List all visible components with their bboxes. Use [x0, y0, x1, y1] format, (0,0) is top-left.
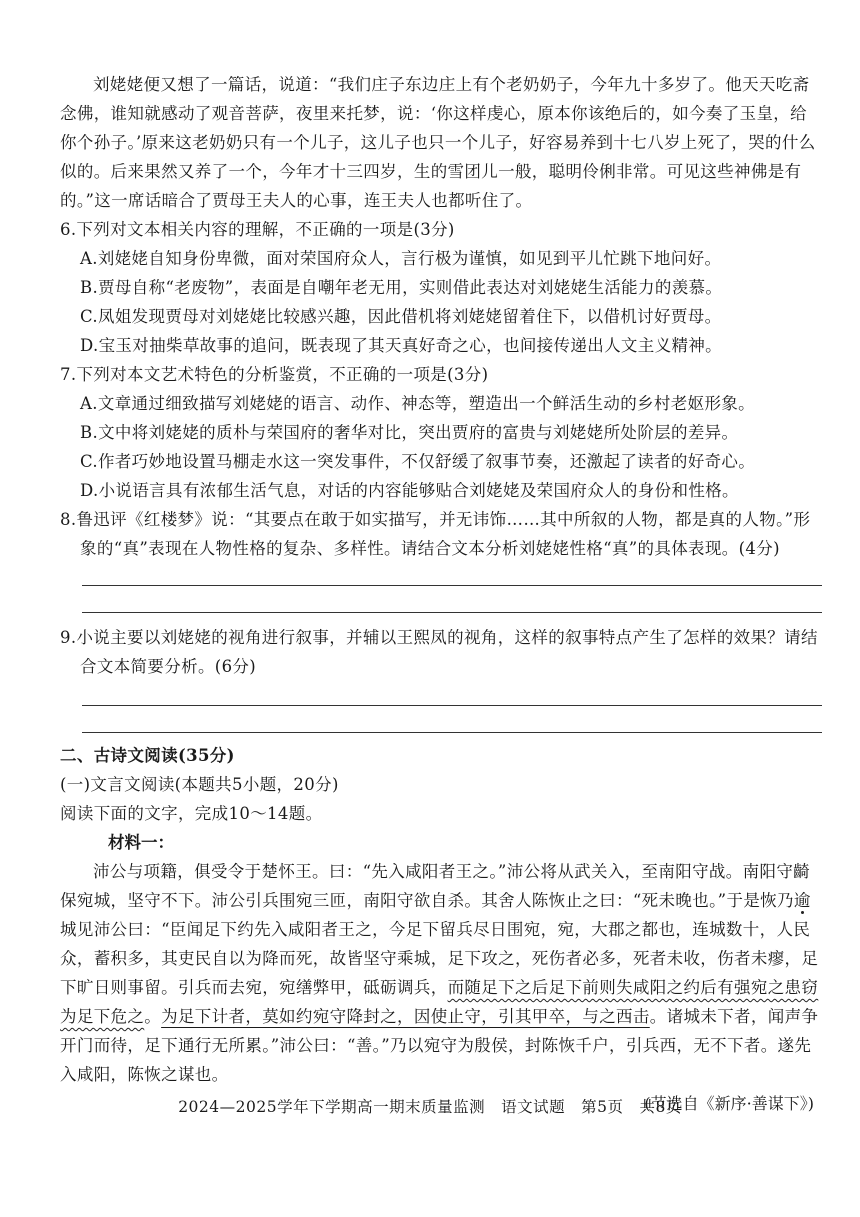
question-6-option-d: D.宝玉对抽柴草故事的追问，既表现了其天真好奇之心，也间接传递出人文主义精神。 [80, 336, 723, 355]
subsection-title: (一)文言文阅读(本题共5小题，20分) [60, 775, 339, 794]
question-6-stem: 6.下列对文本相关内容的理解，不正确的一项是(3分) [60, 220, 455, 239]
passage-text: 沛公与项籍，俱受令于楚怀王。曰：“先入咸阳者王之。”沛公将从武关入，至南阳守战。南阳守齮保宛城，坚守不下。沛公引兵围宛三匝，南阳守欲自杀。其舍人陈恢止之曰：“死未晚也。”于是恢乃 [60, 862, 811, 910]
question-7 [60, 360, 822, 505]
question-7-option-a: A.文章通过细致描写刘姥姥的语言、动作、神态等，塑造出一个鲜活生动的乡村老妪形象。 [80, 394, 756, 413]
material-label: 材料一： [108, 833, 174, 852]
emphasis-dot-char: 逾 [793, 891, 811, 910]
question-8 [60, 505, 822, 613]
question-7-option-b: B.文中将刘姥姥的质朴与荣国府的奢华对比，突出贾府的富贵与刘姥姥所处阶层的差异。 [80, 423, 739, 442]
passage-text: 城见沛公曰：“臣闻足下约先入咸阳者王之，今足下留兵尽日围宛，宛，大郡之都也，连城数十，人民众，蓄积多，其吏民自以为降而死，故皆坚守乘城，足下攻之，死伤者必多，死者未收，伤者未瘳，足下旷日则事留。引兵而去宛，宛缮弊甲，砥砺调兵， [60, 920, 819, 997]
underlined-sentence: 为足下计者，莫如约宛守降封之，因使止守，引其甲卒，与之西击 [161, 1007, 650, 1026]
section-title: 二、古诗文阅读(35分) [60, 746, 235, 765]
reading-instruction: 阅读下面的文字，完成10～14题。 [60, 804, 323, 823]
question-6-option-b: B.贾母自称“老废物”，表面是自嘲年老无用，实则借此表达对刘姥姥生活能力的羡慕。 [80, 278, 723, 297]
question-9-text: 9.小说主要以刘姥姥的视角进行叙事，并辅以王熙凤的视角，这样的叙事特点产生了怎样的效果？请结合文本简要分析。(6分) [60, 628, 818, 676]
question-6-option-c: C.凤姐发现贾母对刘姥姥比较感兴趣，因此借机将刘姥姥留着住下，以借机讨好贾母。 [80, 307, 722, 326]
question-6 [60, 215, 822, 360]
page-footer: 2024—2025学年下学期高一期末质量监测 语文试题 第5页 共8页 [178, 1098, 682, 1116]
classical-passage [60, 857, 822, 1089]
question-8-text: 8.鲁迅评《红楼梦》说：“其要点在敢于如实描写，并无讳饰……其中所叙的人物，都是真的人物。”形象的“真”表现在人物性格的复杂、多样性。请结合文本分析刘姥姥性格“真”的具体表现。(4分) [60, 510, 811, 558]
question-6-option-a: A.刘姥姥自知身份卑微，面对荣国府众人，言行极为谨慎，如见到平儿忙跳下地问好。 [80, 249, 722, 268]
question-7-option-d: D.小说语言具有浓郁生活气息，对话的内容能够贴合刘姥姥及荣国府众人的身份和性格。 [80, 481, 739, 500]
question-7-stem: 7.下列对本文艺术特色的分析鉴赏，不正确的一项是(3分) [60, 365, 489, 384]
source-citation: (节选自《新序·善谋下》) [644, 1094, 814, 1113]
question-7-option-c: C.作者巧妙地设置马棚走水这一突发事件，不仅舒缓了叙事节奏，还激起了读者的好奇心。 [80, 452, 756, 471]
wavy-underlined-sentence: 而随足下之后足下前则失咸阳之约后有强宛之患窃为足下危之 [60, 978, 819, 1026]
passage-paragraph: 刘姥姥便又想了一篇话，说道：“我们庄子东边庄上有个老奶奶子，今年九十多岁了。他天天吃斋念佛，谁知就感动了观音菩萨，夜里来托梦，说：‘你这样虔心，原本你该绝后的，如今奏了玉皇，给你个孙子。’原来这老奶奶只有一个儿子，这儿子也只一个儿子，好容易养到十七八岁上死了，哭的什么似的。后来果然又养了一个，今年才十三四岁，生的雪团儿一般，聪明伶俐非常。可见这些神佛是有的。”这一席话暗合了贾母王夫人的心事，连王夫人也都听住了。 [60, 75, 816, 210]
passage-text: 。诸城未下者，闻声争开门而待，足下通行无所累。”沛公曰：“善。”乃以宛守为殷侯，封陈恢千户，引兵西，无不下者。遂先入咸阳，陈恢之谋也。 [60, 1007, 819, 1084]
passage-text: 。 [144, 1007, 162, 1026]
question-9 [60, 623, 822, 733]
